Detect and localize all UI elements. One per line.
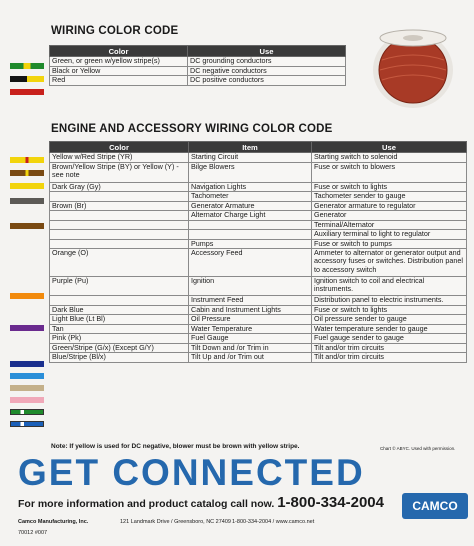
table-row: Green/Stripe (G/x) (Except G/Y) Tilt Down and /or Trim in Tilt and/or trim circuits [50,343,467,353]
yellow-swatch [10,183,44,189]
table-row: Auxiliary terminal to light to regulator [50,230,467,240]
get-connected-headline: GET CONNECTED [18,452,365,493]
table-row: Red DC positive conductors [50,76,346,86]
brown-yellow-stripe-swatch [10,170,44,176]
blue-stripe-swatch [10,421,44,427]
table-row: Light Blue (Lt Bl) Oil Pressure Oil pressure sender to gauge [50,315,467,325]
table-row: Green, or green w/yellow stripe(s) DC grounding conductors [50,57,346,67]
col-header-color: Color [50,46,188,57]
phone-number[interactable]: 1-800-334-2004 [277,494,384,511]
table-row: Orange (O) Accessory Feed Ammeter to alternator or generator output and accessory fuses or switches. Distribution panel to accessory switch [50,249,467,277]
catalog-info [18,494,384,511]
table-row: Dark Gray (Gy) Navigation Lights Fuse or switch to lights [50,182,467,192]
table-row: Pumps Fuse or switch to pumps [50,239,467,249]
table-row: Terminal/Alternator [50,220,467,230]
table-row: Alternator Charge Light Generator [50,211,467,221]
table-row: Blue/Stripe (Bl/x) Tilt Up and /or Trim out Tilt and/or trim circuits [50,353,467,363]
light-blue-swatch [10,373,44,379]
col-header-item: Item [189,142,312,153]
catalog-code: 70012 #007 [18,530,48,536]
catalog-info-text: For more information and product catalog call now. [18,498,275,510]
company-contact: 1-800-334-2004 / www.camco.net [232,519,315,525]
col-header-use: Use [188,46,346,57]
brown-swatch [10,223,44,229]
table-row: Tachometer Tachometer sender to gauge [50,192,467,202]
camco-logo: CAMCO [402,493,468,519]
pink-swatch [10,397,44,403]
table-row: Dark Blue Cabin and Instrument Lights Fuse or switch to lights [50,305,467,315]
black-yellow-swatch [10,76,44,82]
company-address: 121 Landmark Drive / Greensboro, NC 27409 [120,519,231,525]
dark-gray-swatch [10,198,44,204]
green-stripe-swatch [10,409,44,415]
wiring-color-table [49,45,346,86]
yellow-red-stripe-swatch [10,157,44,163]
table-row: Tan Water Temperature Water temperature sender to gauge [50,324,467,334]
col-header-color: Color [50,142,189,153]
wiring-color-code-title: WIRING COLOR CODE [51,25,179,37]
table-row: Pink (Pk) Fuel Gauge Fuel gauge sender to gauge [50,334,467,344]
table-row: Brown/Yellow Stripe (BY) or Yellow (Y) - see note Bilge Blowers Fuse or switch to blowers [50,162,467,182]
green-yellow-swatch [10,63,44,69]
tan-swatch [10,385,44,391]
table-row: Yellow w/Red Stripe (YR) Starting Circuit Starting switch to solenoid [50,153,467,163]
red-swatch [10,89,44,95]
table-row: Brown (Br) Generator Armature Generator armature to regulator [50,201,467,211]
orange-swatch [10,293,44,299]
yellow-note: Note: If yellow is used for DC negative, blower must be brown with yellow stripe. [51,443,300,450]
engine-accessory-title: ENGINE AND ACCESSORY WIRING COLOR CODE [51,123,333,135]
chart-credit: Chart © ABYC. Used with permission. [380,446,456,451]
col-header-use: Use [312,142,467,153]
wire-spool-image [368,26,458,111]
purple-swatch [10,325,44,331]
table-row: Black or Yellow DC negative conductors [50,66,346,76]
table-row: Instrument Feed Distribution panel to electric instruments. [50,296,467,306]
table-row: Purple (Pu) Ignition Ignition switch to coil and electrical instruments. [50,277,467,296]
engine-accessory-table [49,141,467,363]
dark-blue-swatch [10,361,44,367]
company-name: Camco Manufacturing, Inc. [18,519,89,525]
